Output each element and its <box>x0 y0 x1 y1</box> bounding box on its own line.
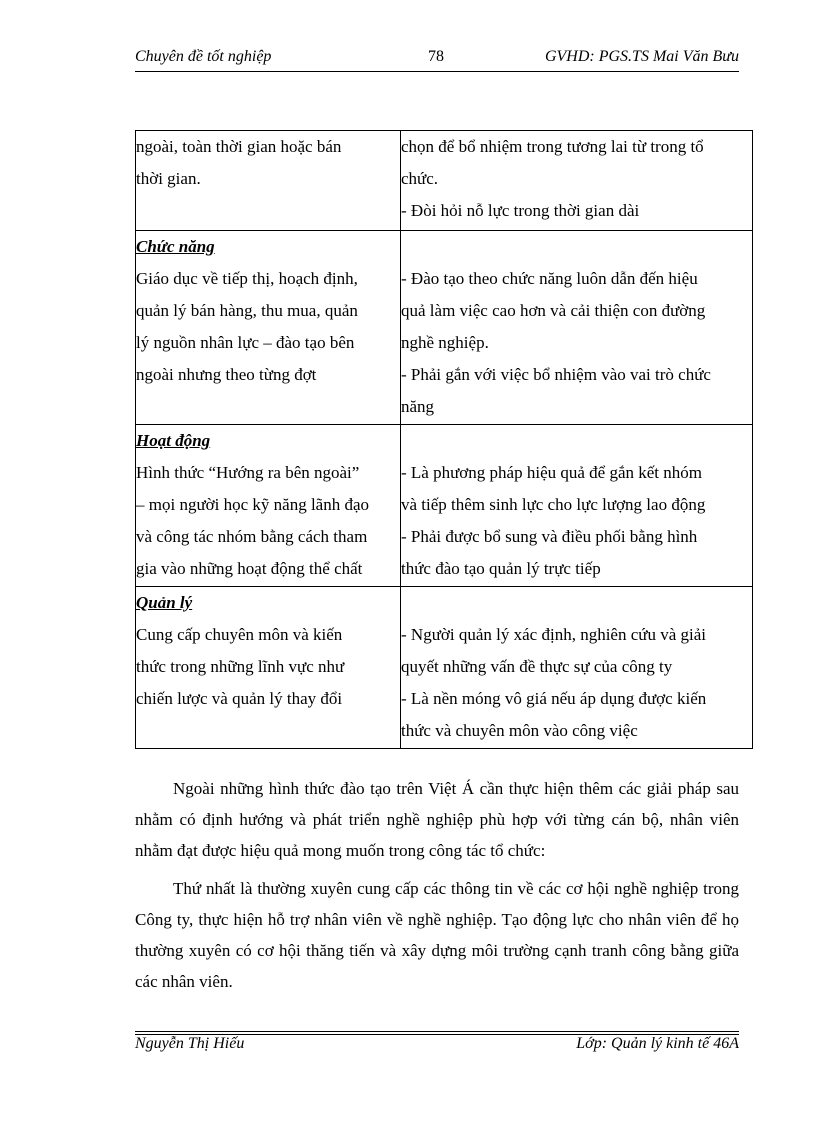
page-footer <box>135 1035 739 1059</box>
category-heading: Chức năng <box>136 237 215 256</box>
cell-line: quả làm việc cao hơn và cải thiện con đường <box>401 301 706 320</box>
cell-line: chức. <box>401 169 439 188</box>
table-cell-right <box>401 231 753 425</box>
cell-line: thức trong những lĩnh vực như <box>136 657 345 676</box>
cell-line: Cung cấp chuyên môn và kiến <box>136 625 343 644</box>
table-cell-left <box>136 425 401 587</box>
cell-line: ngoài, toàn thời gian hoặc bán <box>136 137 342 156</box>
header-rule <box>135 71 739 72</box>
cell-line <box>401 425 752 457</box>
cell-line: và tiếp thêm sinh lực cho lực lượng lao động <box>401 495 706 514</box>
footer-author: Nguyễn Thị Hiếu <box>135 1035 245 1052</box>
category-heading: Hoạt động <box>136 431 211 450</box>
cell-line: nghề nghiệp. <box>401 333 489 352</box>
table-row <box>136 587 753 749</box>
table-cell-left <box>136 587 401 749</box>
body-paragraph: Thứ nhất là thường xuyên cung cấp các thông tin về các cơ hội nghề nghiệp trong Công ty, thực hiện hỗ trợ nhân viên về nghề nghiệp. Tạo động lực cho nhân viên để họ thường xuyên có cơ hội thăng tiến và xây dựng môi trường cạnh tranh công bằng giữa các nhân viên. <box>135 879 739 991</box>
cell-line: quyết những vấn đề thực sự của công ty <box>401 657 673 676</box>
cell-line: thời gian. <box>136 169 201 188</box>
cell-line: thức và chuyên môn vào công việc <box>401 721 638 740</box>
category-heading: Quản lý <box>136 593 193 612</box>
table-cell-right <box>401 587 753 749</box>
cell-line: - Là nền móng vô giá nếu áp dụng được kiến <box>401 689 707 708</box>
cell-line: - Đào tạo theo chức năng luôn dẫn đến hiệu <box>401 269 698 288</box>
table-cell-left <box>136 231 401 425</box>
cell-line: quản lý bán hàng, thu mua, quản <box>136 301 358 320</box>
table-cell-left <box>136 131 401 231</box>
cell-line: ngoài nhưng theo từng đợt <box>136 365 317 384</box>
table-row <box>136 425 753 587</box>
cell-line <box>401 587 752 619</box>
table-row <box>136 131 753 231</box>
page-number: 78 <box>428 48 444 65</box>
training-methods-table <box>135 130 753 749</box>
table-cell-right <box>401 425 753 587</box>
cell-line: - Phải gắn với việc bổ nhiệm vào vai trò chức <box>401 365 711 384</box>
cell-line: thức đào tạo quản lý trực tiếp <box>401 559 601 578</box>
cell-line: năng <box>401 397 435 416</box>
page-header <box>135 48 739 72</box>
cell-line: - Là phương pháp hiệu quả để gắn kết nhóm <box>401 463 702 482</box>
table-row <box>136 231 753 425</box>
cell-line: – mọi người học kỹ năng lãnh đạo <box>136 495 370 514</box>
cell-line: - Người quản lý xác định, nghiên cứu và giải <box>401 625 707 644</box>
cell-line: - Phải được bổ sung và điều phối bằng hình <box>401 527 698 546</box>
body-paragraph: Ngoài những hình thức đào tạo trên Việt Á cần thực hiện thêm các giải pháp sau nhằm có định hướng và phát triển nghề nghiệp phù hợp với từng cán bộ, nhân viên nhằm đạt được hiệu quả mong muốn trong công tác tổ chức: <box>135 779 739 860</box>
header-supervisor: GVHD: PGS.TS Mai Văn Bưu <box>544 48 739 65</box>
footer-class: Lớp: Quản lý kinh tế 46A <box>576 1035 739 1052</box>
cell-line: chiến lược và quản lý thay đổi <box>136 689 343 708</box>
cell-line: và công tác nhóm bằng cách tham <box>136 527 368 546</box>
table-cell-right <box>401 131 753 231</box>
cell-line: - Đòi hỏi nỗ lực trong thời gian dài <box>401 201 640 220</box>
cell-line: gia vào những hoạt động thể chất <box>136 559 363 578</box>
cell-line: Hình thức “Hướng ra bên ngoài” <box>136 463 360 482</box>
cell-line: lý nguồn nhân lực – đào tạo bên <box>136 333 355 352</box>
header-title: Chuyên đề tốt nghiệp <box>135 48 272 65</box>
cell-line: chọn để bổ nhiệm trong tương lai từ trong tổ <box>401 137 704 156</box>
cell-line <box>401 231 752 263</box>
footer-rule-top <box>135 1031 739 1032</box>
cell-line: Giáo dục về tiếp thị, hoạch định, <box>136 269 358 288</box>
